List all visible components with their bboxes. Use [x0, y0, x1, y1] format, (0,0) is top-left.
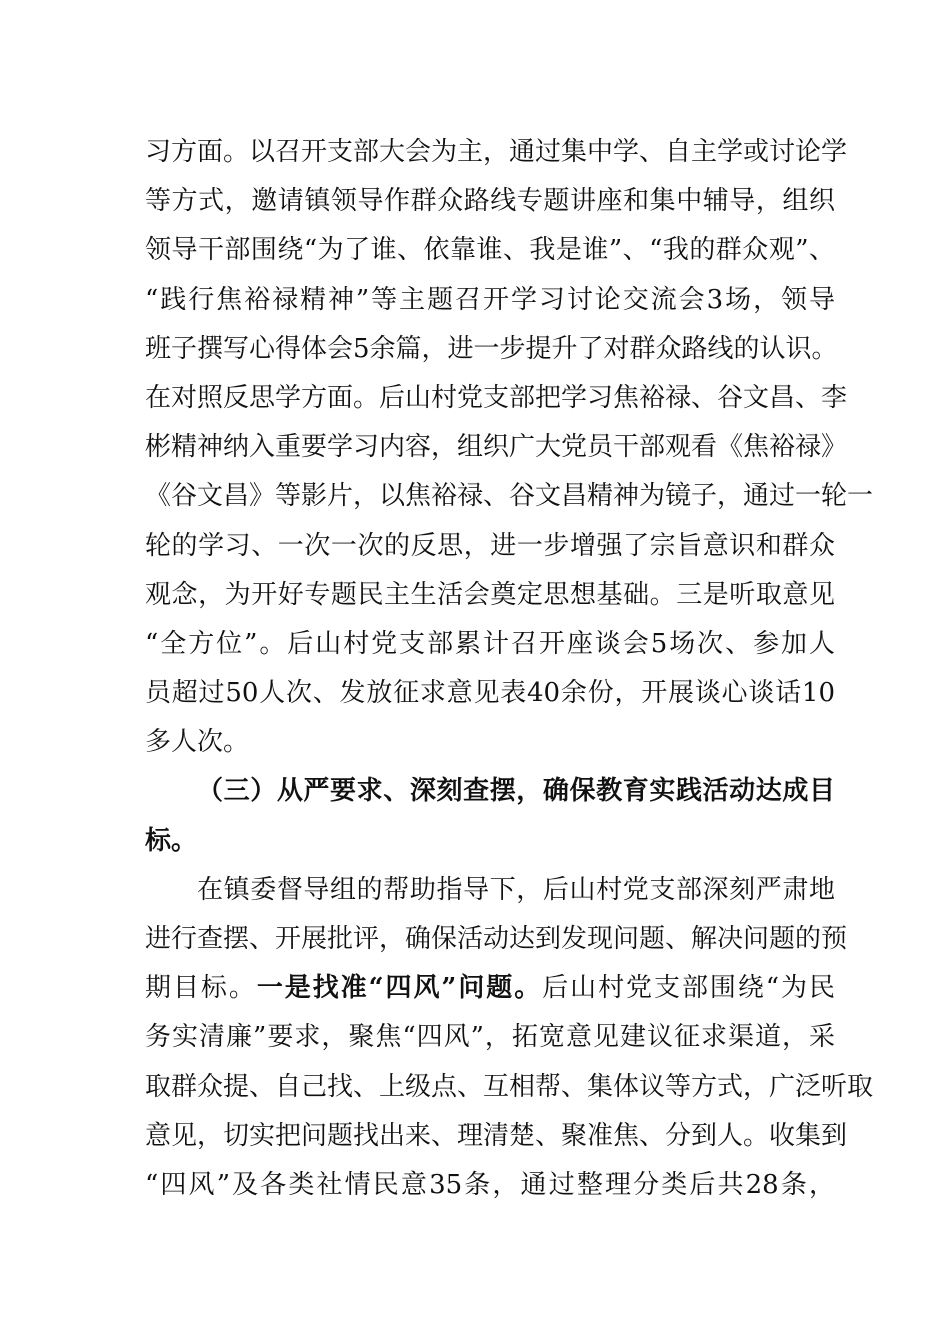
paragraph-line: 务实清廉”要求，聚焦“四风”，拓宽意见建议征求渠道，采: [145, 1022, 835, 1053]
body-line: 多人次。: [145, 727, 250, 758]
paragraph-line: 取群众提、自己找、上级点、互相帮、集体议等方式，广泛听取: [145, 1071, 874, 1102]
document-body: [145, 128, 874, 1210]
body-line: 《谷文昌》等影片，以焦裕禄、谷文昌精神为镜子，通过一轮一: [145, 481, 874, 512]
paragraph-text: 后山村党支部围绕“为民: [542, 973, 835, 1004]
body-line: “践行焦裕禄精神”等主题召开学习讨论交流会3场，领导: [145, 284, 835, 315]
body-line: 员超过50人次、发放征求意见表40余份，开展谈心谈话10: [145, 678, 835, 709]
body-line: 等方式，邀请镇领导作群众路线专题讲座和集中辅导，组织: [145, 186, 835, 217]
paragraph-line: 意见，切实把问题找出来、理清楚、聚准焦、分到人。收集到: [145, 1120, 848, 1151]
paragraph-line-with-emphasis: [145, 964, 835, 1013]
body-line: 习方面。以召开支部大会为主，通过集中学、自主学或讨论学: [145, 137, 848, 167]
paragraph-text: 期目标。: [145, 973, 257, 1004]
paragraph-line: 在镇委督导组的帮助指导下，后山村党支部深刻严肃地: [197, 874, 835, 905]
body-line: 轮的学习、一次一次的反思，进一步增强了宗旨意识和群众: [145, 530, 835, 561]
body-line: 彬精神纳入重要学习内容，组织广大党员干部观看《焦裕禄》: [145, 432, 848, 463]
body-line: “全方位”。后山村党支部累计召开座谈会5场次、参加人: [145, 628, 835, 659]
body-line: 观念，为开好专题民主生活会奠定思想基础。三是听取意见: [145, 579, 835, 610]
paragraph-line: 进行查摆、开展批评，确保活动达到发现问题、解决问题的预: [145, 924, 848, 954]
body-line: 领导干部围绕“为了谁、依靠谁、我是谁”、“我的群众观”、: [145, 235, 835, 266]
section-heading-continuation: 标。: [145, 825, 198, 856]
body-line: 班子撰写心得体会5余篇，进一步提升了对群众路线的认识。: [145, 333, 838, 364]
body-line: 在对照反思学方面。后山村党支部把学习焦裕禄、谷文昌、李: [145, 382, 848, 413]
paragraph-line: “四风”及各类社情民意35条，通过整理分类后共28条，: [145, 1169, 835, 1200]
section-heading: （三）从严要求、深刻查摆，确保教育实践活动达成目: [197, 776, 835, 807]
emphasis-text: 一是找准“四风”问题。: [256, 973, 543, 1004]
